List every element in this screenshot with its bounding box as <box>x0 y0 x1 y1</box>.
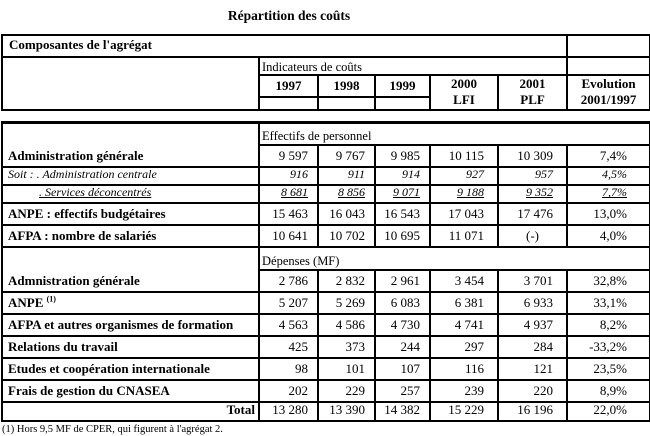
year-value-cell: 4 741 <box>430 314 498 336</box>
year-value-cell: 229 <box>318 380 375 402</box>
year-value-cell: 6 381 <box>430 292 498 314</box>
year-value-cell: 9 985 <box>375 145 430 167</box>
data-table <box>1 121 650 422</box>
year-value-cell: 8 856 <box>318 185 375 203</box>
year-value-cell: 14 382 <box>375 402 430 421</box>
year-col-header <box>430 75 498 110</box>
section-title-cell: Dépenses (MF) <box>259 247 650 270</box>
evolution-value-cell: 13,0% <box>567 203 650 225</box>
year-value-cell: 9 767 <box>318 145 375 167</box>
row-label-cell: . Services déconcentrés <box>2 185 259 203</box>
year-value-cell: 911 <box>318 167 375 185</box>
year-value-cell: 11 071 <box>430 225 498 247</box>
year-value-cell: 16 543 <box>375 203 430 225</box>
section-header-row <box>2 247 650 270</box>
year-col-header <box>259 75 318 97</box>
year-value-cell: 6 933 <box>498 292 567 314</box>
table-row <box>2 292 650 314</box>
table-row <box>2 185 650 203</box>
section-spacer-cell <box>2 122 259 145</box>
year-value-cell: 15 229 <box>430 402 498 421</box>
year-label: 1999 <box>389 78 416 94</box>
evolution-value-cell: 7,4% <box>567 145 650 167</box>
row-label-cell: Relations du travail <box>2 336 259 358</box>
year-value-cell: 10 702 <box>318 225 375 247</box>
year-value-cell: 16 043 <box>318 203 375 225</box>
page-title: Répartition des coûts <box>227 8 351 23</box>
table-row <box>2 225 650 247</box>
year-value-cell: 10 695 <box>375 225 430 247</box>
year-sublabel: PLF <box>520 91 545 107</box>
year-value-cell: 13 390 <box>318 402 375 421</box>
header-corner-cell <box>567 35 650 57</box>
year-value-cell: 425 <box>259 336 318 358</box>
year-value-cell: 5 207 <box>259 292 318 314</box>
year-value-cell: 916 <box>259 167 318 185</box>
year-value-cell: 239 <box>430 380 498 402</box>
year-value-cell: 373 <box>318 336 375 358</box>
footnote-ref: (1) <box>46 294 56 304</box>
year-value-cell: 2 786 <box>259 270 318 292</box>
year-value-cell: 8 681 <box>259 185 318 203</box>
year-value-cell: 6 083 <box>375 292 430 314</box>
row-label-cell: Total <box>2 402 259 421</box>
year-value-cell: 220 <box>498 380 567 402</box>
year-value-cell: 13 280 <box>259 402 318 421</box>
year-value-cell: 17 043 <box>430 203 498 225</box>
year-value-cell: 927 <box>430 167 498 185</box>
year-value-cell: 4 586 <box>318 314 375 336</box>
year-value-cell: 957 <box>498 167 567 185</box>
row-label-cell: AFPA et autres organismes de formation <box>2 314 259 336</box>
year-value-cell: 107 <box>375 358 430 380</box>
year-col-header <box>318 75 375 97</box>
section-spacer-cell <box>2 247 259 270</box>
table-row <box>2 167 650 185</box>
table-row <box>2 402 650 421</box>
year-label: 2001 <box>519 76 546 91</box>
evolution-empty-cell <box>567 57 650 75</box>
indicateurs-header: Indicateurs de coûts <box>259 57 567 75</box>
year-value-cell: 16 196 <box>498 402 567 421</box>
year-value-cell: 257 <box>375 380 430 402</box>
year-value-cell: 5 269 <box>318 292 375 314</box>
footnote: (1) Hors 9,5 MF de CPER, qui figurent à l'agrégat 2. <box>2 424 223 436</box>
evolution-value-cell: -33,2% <box>567 336 650 358</box>
row-label-cell: ANPE : effectifs budgétaires <box>2 203 259 225</box>
composantes-row <box>2 35 650 57</box>
year-value-cell: 15 463 <box>259 203 318 225</box>
year-value-cell: 17 476 <box>498 203 567 225</box>
year-value-cell: 2 832 <box>318 270 375 292</box>
table-row <box>2 314 650 336</box>
year-value-cell: 10 309 <box>498 145 567 167</box>
year-value-cell: 284 <box>498 336 567 358</box>
year-value-cell: 244 <box>375 336 430 358</box>
year-value-cell: 297 <box>430 336 498 358</box>
year-label: 1997 <box>275 78 302 94</box>
evolution-value-cell: 33,1% <box>567 292 650 314</box>
label-column-empty-cell <box>2 57 259 110</box>
evolution-value-cell: 4,5% <box>567 167 650 185</box>
empty-subcell <box>259 97 318 110</box>
row-label-cell: ANPE $^{(1)}$ <box>2 292 259 314</box>
table-row <box>2 380 650 402</box>
year-value-cell: 4 730 <box>375 314 430 336</box>
year-value-cell: 4 563 <box>259 314 318 336</box>
year-value-cell: (-) <box>498 225 567 247</box>
year-value-cell: 9 597 <box>259 145 318 167</box>
table-row <box>2 358 650 380</box>
evolution-value-cell: 8,9% <box>567 380 650 402</box>
year-value-cell: 10 115 <box>430 145 498 167</box>
row-label-cell: Frais de gestion du CNASEA <box>2 380 259 402</box>
table-row <box>2 270 650 292</box>
year-value-cell: 98 <box>259 358 318 380</box>
year-value-cell: 3 701 <box>498 270 567 292</box>
evolution-label: Evolution <box>581 76 636 91</box>
year-sublabel: LFI <box>453 91 475 107</box>
row-label-cell: Admnistration générale <box>2 270 259 292</box>
header-table <box>1 34 650 111</box>
evolution-value-cell: 22,0% <box>567 402 650 421</box>
year-value-cell: 9 352 <box>498 185 567 203</box>
year-value-cell: 914 <box>375 167 430 185</box>
evolution-value-cell: 8,2% <box>567 314 650 336</box>
year-value-cell: 121 <box>498 358 567 380</box>
year-label: 2000 <box>451 76 477 91</box>
year-label: 1998 <box>333 78 360 94</box>
year-value-cell: 10 641 <box>259 225 318 247</box>
table-row <box>2 203 650 225</box>
section-header-row <box>2 122 650 145</box>
year-value-cell: 116 <box>430 358 498 380</box>
evolution-sublabel: 2001/1997 <box>580 91 637 107</box>
year-col-header <box>375 75 430 97</box>
evolution-value-cell: 7,7% <box>567 185 650 203</box>
year-value-cell: 9 188 <box>430 185 498 203</box>
evolution-col-header <box>567 75 650 110</box>
year-col-header <box>498 75 567 110</box>
row-label-cell: Soit : . Administration centrale <box>2 167 259 185</box>
indicateurs-row <box>2 57 650 75</box>
year-value-cell: 9 071 <box>375 185 430 203</box>
evolution-value-cell: 32,8% <box>567 270 650 292</box>
empty-subcell <box>375 97 430 110</box>
empty-subcell <box>318 97 375 110</box>
row-label-cell: Etudes et coopération internationale <box>2 358 259 380</box>
evolution-value-cell: 23,5% <box>567 358 650 380</box>
row-label-cell: AFPA : nombre de salariés <box>2 225 259 247</box>
row-label-cell: Administration générale <box>2 145 259 167</box>
evolution-value-cell: 4,0% <box>567 225 650 247</box>
year-value-cell: 202 <box>259 380 318 402</box>
year-value-cell: 2 961 <box>375 270 430 292</box>
section-title-cell: Effectifs de personnel <box>259 122 650 145</box>
table-row <box>2 336 650 358</box>
year-value-cell: 101 <box>318 358 375 380</box>
table-row <box>2 145 650 167</box>
year-value-cell: 4 937 <box>498 314 567 336</box>
composantes-header: Composantes de l'agrégat <box>2 35 567 57</box>
year-value-cell: 3 454 <box>430 270 498 292</box>
